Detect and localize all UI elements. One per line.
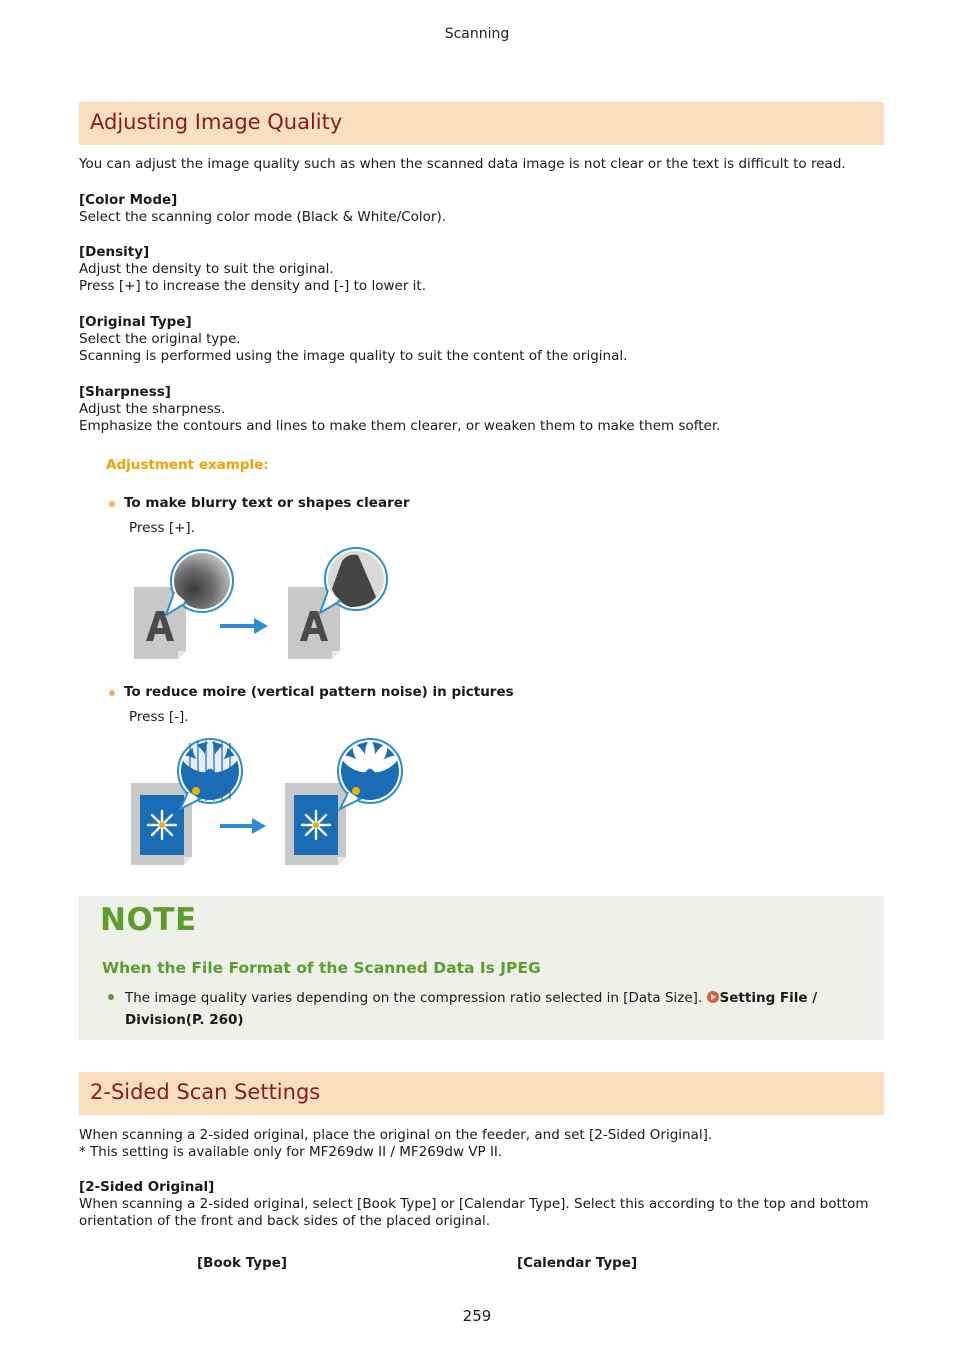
setting-description: Emphasize the contours and lines to make them clearer, or weaken them to make them softer. xyxy=(79,418,721,434)
setting-description: Adjust the sharpness. xyxy=(79,401,226,417)
picture-page-icon xyxy=(285,783,346,865)
intro-paragraph: You can adjust the image quality such as when the scanned data image is not clear or the text is difficult to read. xyxy=(79,156,846,172)
intro-line: * This setting is available only for MF269dw II / MF269dw VP II. xyxy=(79,1144,503,1160)
setting-label: [2-Sided Original] xyxy=(79,1179,215,1195)
setting-item-sharpness xyxy=(79,384,884,435)
section-title-bar xyxy=(79,102,884,145)
setting-description: Adjust the density to suit the original. xyxy=(79,261,334,277)
setting-item-original-type xyxy=(79,314,884,365)
section2-intro xyxy=(79,1127,884,1161)
example-title: To make blurry text or shapes clearer xyxy=(124,495,410,511)
running-header: Scanning xyxy=(444,26,510,42)
example-title: To reduce moire (vertical pattern noise) in pictures xyxy=(124,684,514,700)
arrow-right-icon xyxy=(220,818,266,834)
setting-label: [Color Mode] xyxy=(79,192,178,208)
picture-page-icon xyxy=(131,783,192,865)
note-box xyxy=(79,896,884,1040)
setting-description: Select the original type. xyxy=(79,331,241,347)
setting-description: Select the scanning color mode (Black & White/Color). xyxy=(79,209,447,225)
setting-file-division-link[interactable]: Setting File / Division(P. 260) xyxy=(125,990,818,1028)
setting-description: Scanning is performed using the image quality to suit the content of the original. xyxy=(79,348,628,364)
intro-line: When scanning a 2-sided original, place the original on the feeder, and set [2-Sided Original]. xyxy=(79,1127,713,1143)
note-badge: NOTE xyxy=(100,902,197,938)
bullet-icon xyxy=(109,501,115,507)
zoom-bubble-moire-icon xyxy=(178,739,242,809)
sharpness-illustration xyxy=(128,545,398,663)
setting-label: [Sharpness] xyxy=(79,384,171,400)
bullet-icon xyxy=(109,690,115,696)
moire-illustration xyxy=(126,733,416,871)
column-label-calendar-type: [Calendar Type] xyxy=(517,1255,638,1271)
setting-description: When scanning a 2-sided original, select [Book Type] or [Calendar Type]. Select this according to the top and bottom xyxy=(79,1196,869,1212)
page-number: 259 xyxy=(462,1307,492,1325)
bullet-icon xyxy=(108,994,114,1000)
section-title: 2-Sided Scan Settings xyxy=(90,1080,321,1104)
adjustment-example-label: Adjustment example: xyxy=(106,457,269,473)
link-arrow-icon xyxy=(707,991,719,1003)
section-title: Adjusting Image Quality xyxy=(90,110,343,134)
note-body: The image quality varies depending on the compression ratio selected in [Data Size]. xyxy=(125,990,703,1006)
zoom-bubble-blurry-icon xyxy=(166,550,233,615)
setting-description: Press [+] to increase the density and [-] to lower it. xyxy=(79,278,426,294)
zoom-bubble-smooth-icon xyxy=(338,739,402,809)
note-heading: When the File Format of the Scanned Data Is JPEG xyxy=(102,959,541,977)
setting-item-color-mode xyxy=(79,192,884,226)
example-instruction: Press [+]. xyxy=(129,520,195,536)
setting-label: [Density] xyxy=(79,244,150,260)
example-instruction: Press [-]. xyxy=(129,709,189,725)
setting-label: [Original Type] xyxy=(79,314,192,330)
setting-description: orientation of the front and back sides of the placed original. xyxy=(79,1213,491,1229)
column-label-book-type: [Book Type] xyxy=(197,1255,288,1271)
zoom-bubble-sharp-icon xyxy=(320,548,387,613)
setting-item-density xyxy=(79,244,884,295)
section-title-bar xyxy=(79,1072,884,1115)
setting-item-2-sided-original xyxy=(79,1179,884,1230)
arrow-right-icon xyxy=(220,618,268,634)
note-text xyxy=(125,987,845,1031)
